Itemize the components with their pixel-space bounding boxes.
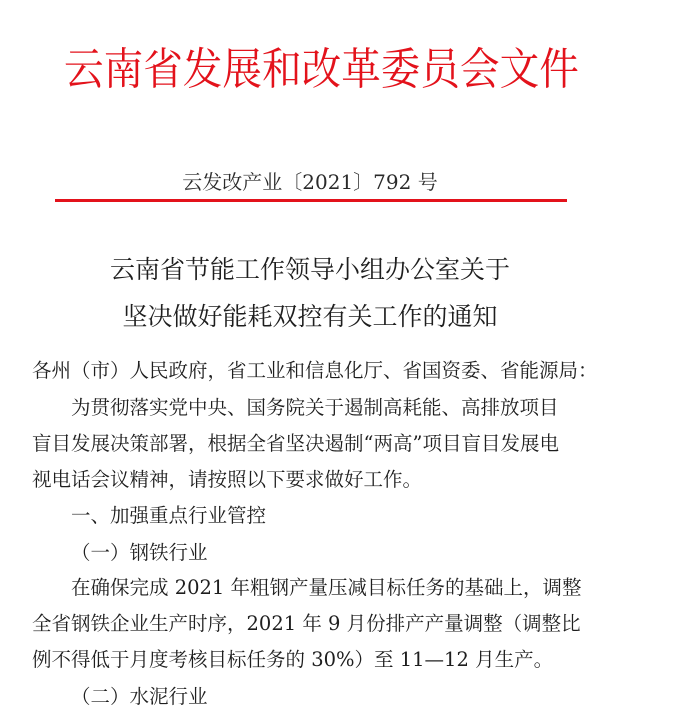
subsection-1-line-3: 例不得低于月度考核目标任务的 30%）至 11—12 月生产。 <box>32 648 554 671</box>
notice-title-line-2: 坚决做好能耗双控有关工作的通知 <box>122 302 498 331</box>
subsection-2-heading: （二）水泥行业 <box>71 685 208 708</box>
addressee-line: 各州（市）人民政府，省工业和信息化厅、省国资委、省能源局： <box>32 359 598 382</box>
issuer-title: 云南省发展和改革委员会文件 <box>64 44 579 95</box>
intro-line-2: 盲目发展决策部署，根据全省坚决遏制“两高”项目盲目发展电 <box>32 432 559 455</box>
notice-title-line-1: 云南省节能工作领导小组办公室关于 <box>109 255 510 284</box>
subsection-1-heading: （一）钢铁行业 <box>71 541 208 564</box>
intro-line-3: 视电话会议精神，请按照以下要求做好工作。 <box>32 468 423 491</box>
red-divider-line <box>55 199 567 202</box>
subsection-1-line-1: 在确保完成 2021 年粗钢产量压减目标任务的基础上，调整 <box>71 576 582 599</box>
subsection-1-line-2: 全省钢铁企业生产时序，2021 年 9 月份排产产量调整（调整比 <box>32 612 581 635</box>
document-number: 云发改产业〔2021〕792 号 <box>182 170 438 194</box>
section-1-heading: 一、加强重点行业管控 <box>71 504 267 527</box>
intro-line-1: 为贯彻落实党中央、国务院关于遏制高耗能、高排放项目 <box>71 396 559 419</box>
